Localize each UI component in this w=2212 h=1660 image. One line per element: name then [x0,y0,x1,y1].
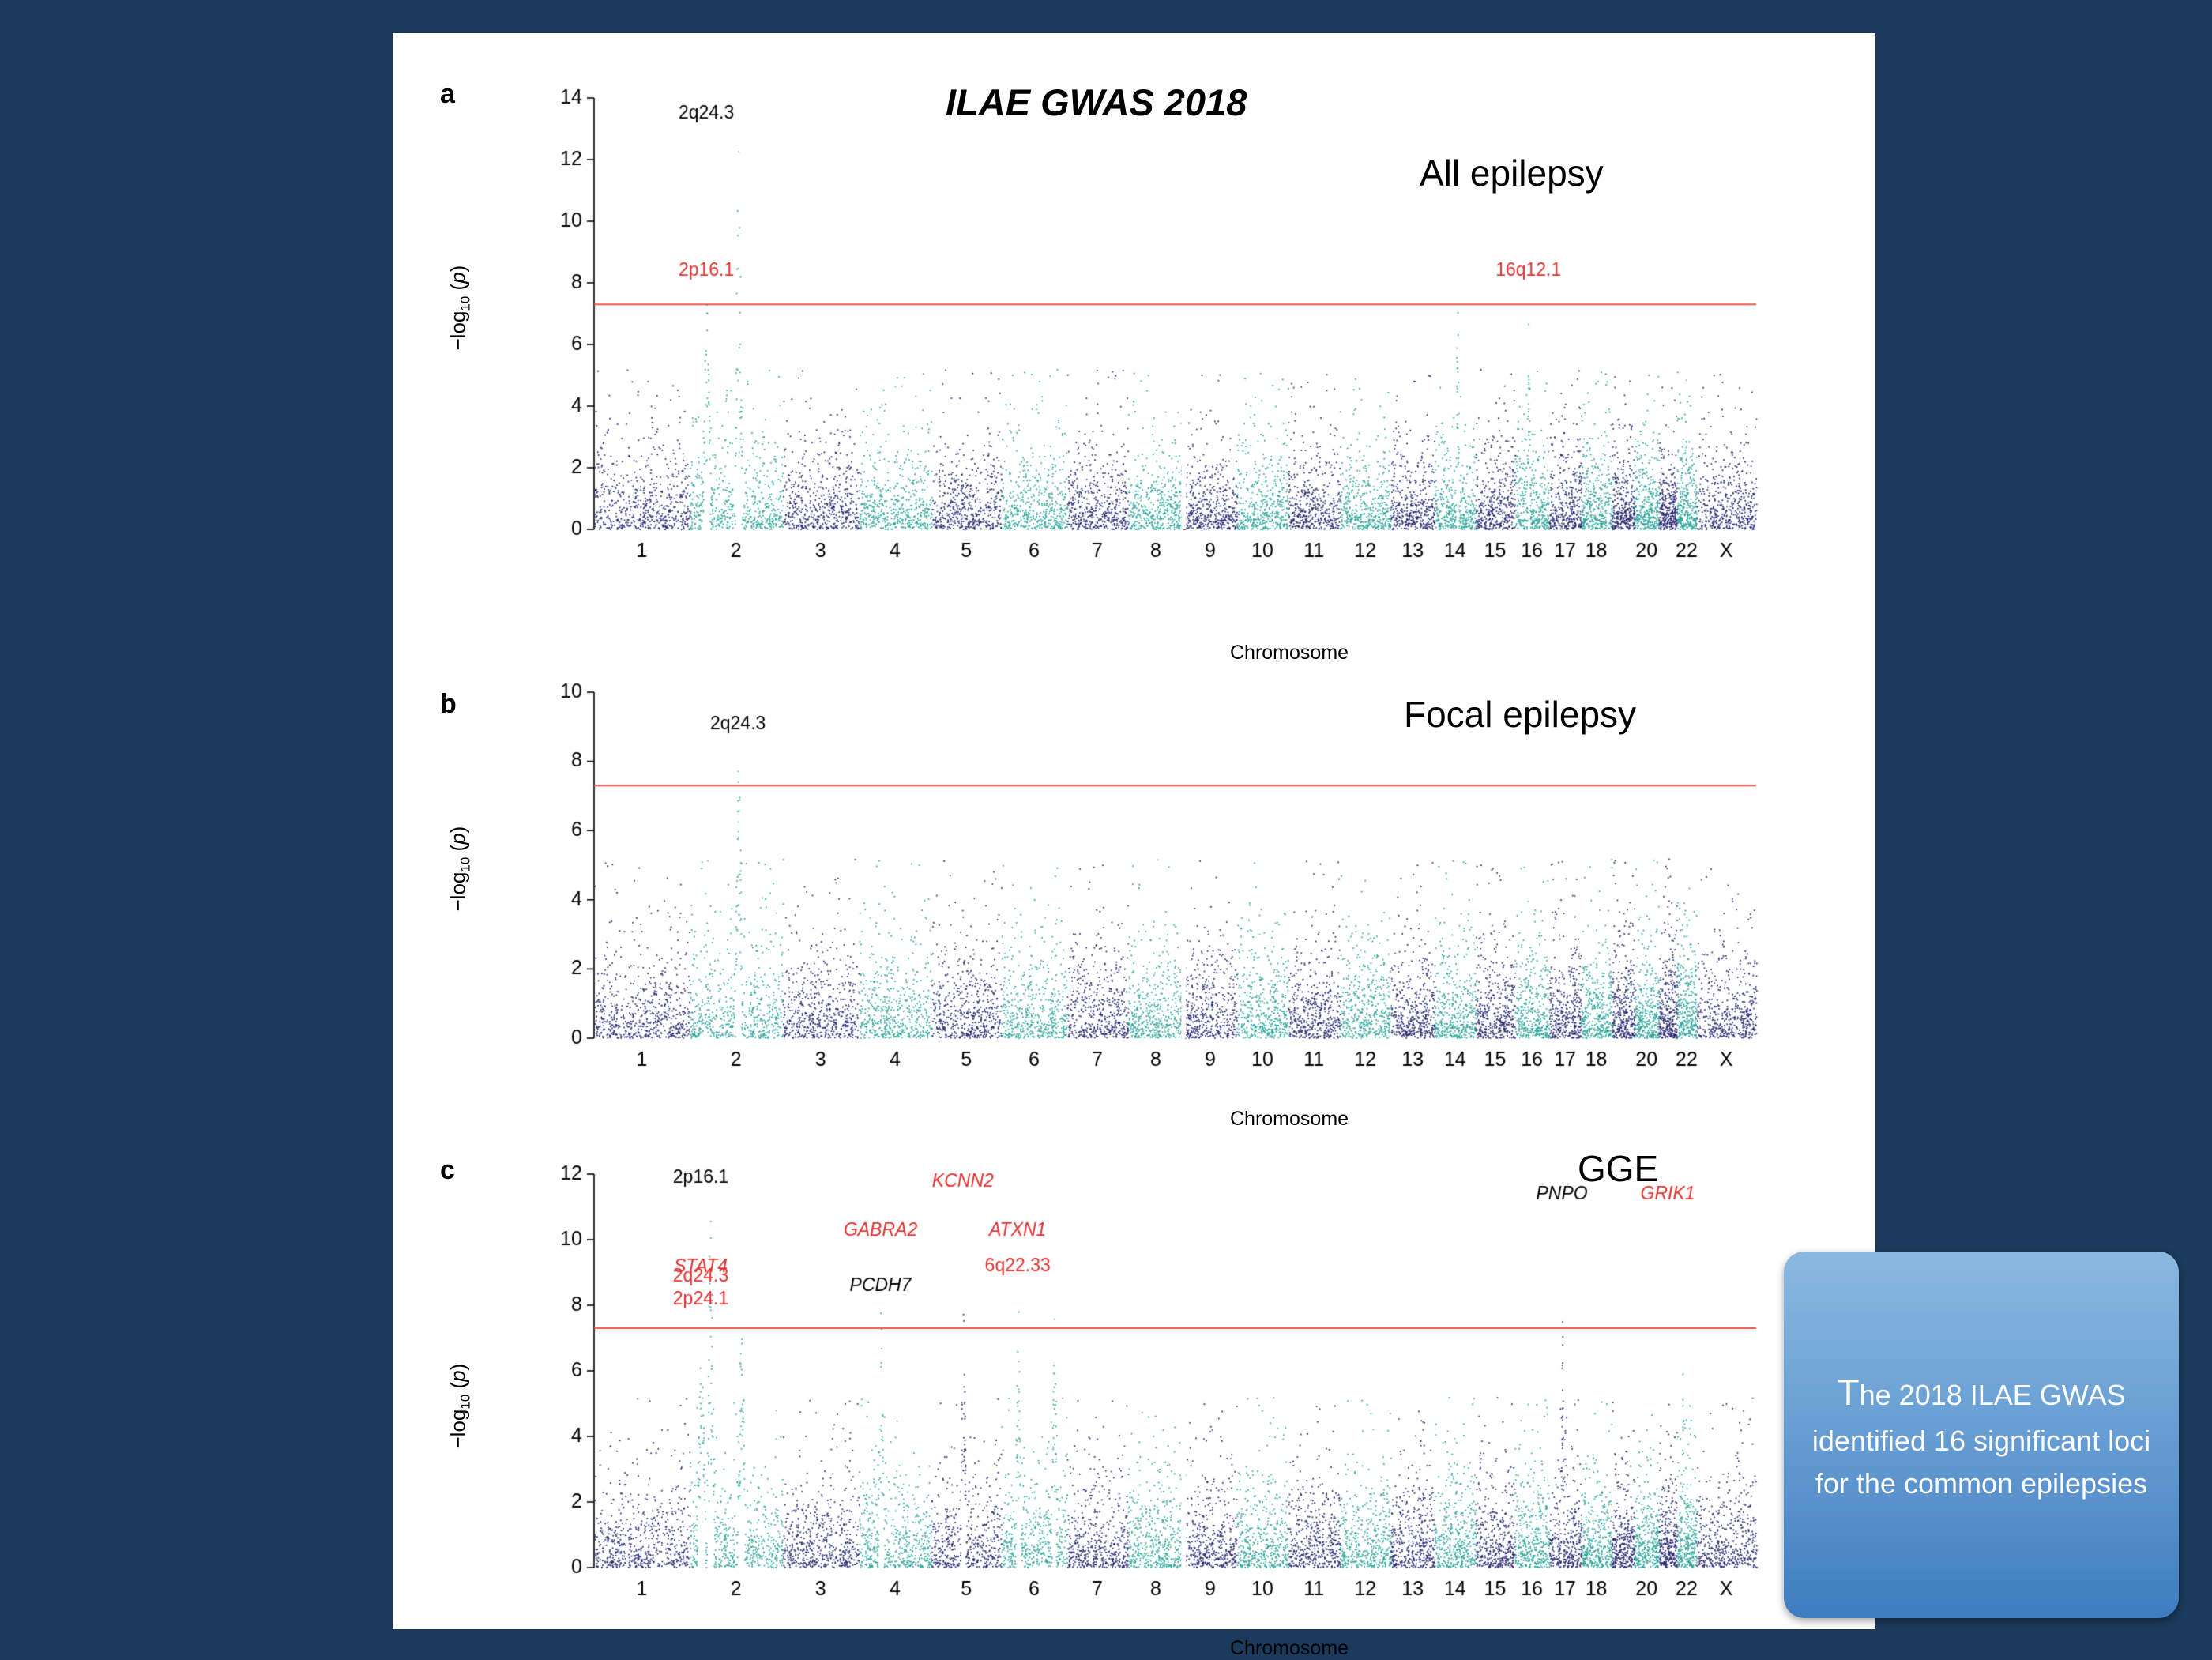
panel-all-epilepsy [393,33,1875,664]
panel-c-plot [539,1163,1774,1637]
panel-gge [393,1131,1875,1659]
callout-text: he 2018 ILAE GWAS identified 16 significant loci for the common epilepsies [1811,1378,2151,1500]
callout-lead-letter: T [1837,1371,1860,1413]
panel-b-letter: b [440,689,457,719]
panel-b-plot [539,681,1774,1108]
panel-b-ylabel: $-\log_{10}$ (p) [446,826,473,912]
panel-focal-epilepsy [393,634,1875,1131]
callout-box [1784,1252,2179,1618]
panel-a-ylabel: $-\log_{10}$ (p) [446,265,473,351]
panel-a-letter: a [440,79,455,109]
panel-c-ylabel: $-\log_{10}$ (p) [446,1363,473,1449]
panel-a-xlabel: Chromosome [1230,642,1349,664]
panel-b-xlabel: Chromosome [1230,1108,1349,1130]
panel-c-letter: c [440,1155,455,1185]
panel-c-xlabel: Chromosome [1230,1637,1349,1659]
slide-canvas [393,33,1875,1659]
panel-a-plot [539,87,1774,599]
